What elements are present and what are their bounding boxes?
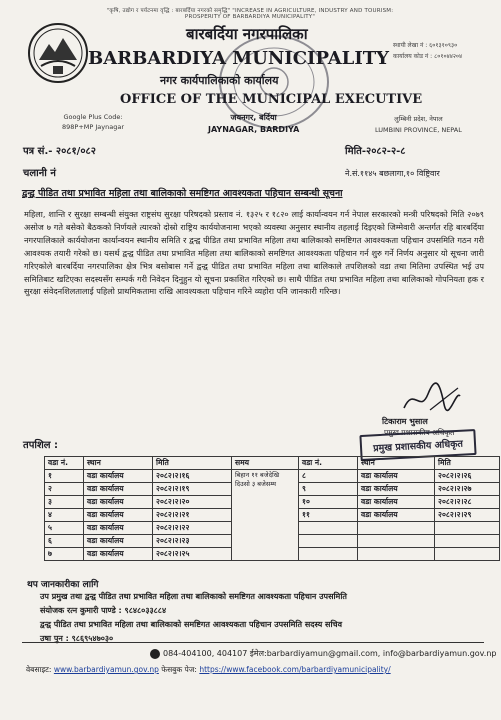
place-cell-2 [358,522,435,535]
contact-line-3: द्वन्द्व पीडित तथा प्रभावित महिला तथा बालिकाको समष्टिगत आवश्यकता पहिचान उपसमिति सदस्य सचिव [40,620,343,629]
ward-cell: ४ [45,509,84,522]
place-cell-2: वडा कार्यालय [358,470,435,483]
ward-cell-2: ८ [299,470,358,483]
date-cell-2: २०८२।२।२८ [435,496,500,509]
place-cell-2: वडा कार्यालय [358,496,435,509]
time-cell: बिहान ११ बजेदेखि दिउसो ३ बजेसम्म [232,470,299,561]
notice-subject: द्वन्द्व पीडित तथा प्रभावित महिला तथा बालिकाको समष्टिगत आवश्यकता पहिचान सम्बन्धी सूचना [22,188,343,199]
designation-stamp: प्रमुख प्रशासकीय अधिकृत [359,429,476,461]
ward-cell: १ [45,470,84,483]
date-cell-2: २०८२।२।२९ [435,509,500,522]
signatory-name: टिकाराम भुसाल [382,417,428,426]
ward-cell-2 [299,548,358,561]
col-date: मिति [153,457,232,470]
place-cell: वडा कार्यालय [84,509,153,522]
province-address: लुम्बिनी प्रदेश, नेपाल LUMBINI PROVINCE, NEPAL [375,115,462,134]
schedule-label: तपशिल : [23,440,59,451]
table-header-row [45,457,500,470]
place-cell: वडा कार्यालय [84,548,153,561]
letter-number: पत्र सं.- २०८१/०८२ [23,146,96,157]
table-row [45,470,500,483]
ward-cell: २ [45,483,84,496]
ward-cell-2 [299,522,358,535]
pan-number: स्थायी लेखा नं : ६०१३१०९३० [393,42,458,49]
place-cell: वडा कार्यालय [84,522,153,535]
ward-cell: ५ [45,522,84,535]
place-cell: वडा कार्यालय [84,470,153,483]
place-cell: वडा कार्यालय [84,483,153,496]
date-cell: २०८२।२।२१ [153,509,232,522]
place-cell-2: वडा कार्यालय [358,483,435,496]
office-name-ne: नगर कार्यपालिकाको कार्यालय [160,74,279,87]
place-cell-2 [358,548,435,561]
ward-cell: ३ [45,496,84,509]
date-cell: २०८२।२।२३ [153,535,232,548]
office-code: कार्यालय कोड नं : ८०१०४४२०४ [393,53,463,60]
date-cell-2 [435,522,500,535]
footer-divider [22,642,484,643]
date-cell-2: २०८२।२।२६ [435,470,500,483]
date-cell-2 [435,548,500,561]
col-place-2: स्थान [358,457,435,470]
col-ward-2: वडा नं. [299,457,358,470]
motto: "कृषि, उद्योग र पर्यटनमा वृद्धि : बारबर्दिया नगरको समृद्धि" "INCREASE IN AGRICULTURE, INDUSTRY AND TOURISM: PROSPERITY OF BARBARDIYA MUNICIPALITY" [106,8,394,20]
place-cell-2 [358,535,435,548]
date-cell: २०८२।२।२० [153,496,232,509]
date-cell: २०८२।२।२५ [153,548,232,561]
letter-date: मिति-२०८२-२-८ [345,146,406,157]
col-place: स्थान [84,457,153,470]
notice-body: महिला, शान्ति र सुरक्षा सम्बन्धी संयुक्त राष्ट्रसंघ सुरक्षा परिषदको प्रस्ताव नं. १३२५ र १८२० लाई कार्यान्वयन गर्न नेपाल सरकारको मन्त्री परिषदको मिति २०७९ असोज ७ गते बसेको बैठकको निर्णयले त्यारको दोस्रो राष्ट्रिय कार्ययोजनामा भएको व्यवस्था अनुसार स्थानीय तहलाई दिइएको जिम्मेवारी अन्तर्गत रहि बारबर्दिया नगरपालिकाले कार्ययोजना कार्यान्वयन स्थानीय समिति र द्वन्द्व पीडित तथा प्रभावित महिला तथा बालिकाको समष्टिगत आवश्यकता पहिचान उपसमिति गठन गरी आवश्यक तयारी गरेको छ। यसर्थ द्वन्द्व पीडित तथा प्रभावित महिला तथा बालिकाको समष्टिगत आवश्यकता पहिचान गर्न शुरु गर्ने निर्णय अनुसार यो सूचना जारी गरिएकोले बारबर्दिया नगरपालिका क्षेत्र भित्र बसोबास गर्ने द्वन्द्व पीडित तथा प्रभावित महिला तथा बालिकाले तपशिलको वडा तथा मितिमा उपस्थित भई उप समितिबाट खटिएका सदस्यसँग सम्पर्क गरी निवेदन दिनुहुन यो सूचना प्रकाशित गरिएको छ। साथै पीडित तथा प्रभावित महिला तथा बालिकाको गोपनियता हक र सुरक्षा संवेदनशिलतालाई पहिलो प्राथमिकतामा राखि आवश्यकता पहिचान गरिने व्यहोरा पनि जानकारी गरिन्छ। [24,209,484,297]
phone-icon [150,649,160,659]
ward-cell: ६ [45,535,84,548]
schedule-table [44,456,500,561]
date-cell: २०८२।२।१९ [153,483,232,496]
footer-contact: 084-404100, 404107 ईमेल:barbardiyamun@gmail.com, info@barbardiyamun.gov.np [150,648,497,659]
contact-heading: थप जानकारीका लागि [27,580,99,590]
facebook-link[interactable]: https://www.facebook.com/barbardiyamunicipality/ [199,665,391,674]
footer-web: वेबसाइट: www.barbardiyamun.gov.np फेसबुक पेज: https://www.facebook.com/barbardiyamunicipality/ [26,665,391,674]
ward-cell-2 [299,535,358,548]
google-plus-code: Google Plus Code: 898P+MP Jaynagar [62,113,124,131]
contact-line-1: उप प्रमुख तथा द्वन्द्व पीडित तथा प्रभावित महिला तथा बालिकाको समष्टिगत आवश्यकता पहिचान उपसमिति [40,592,347,601]
signatory-role: प्रमुख प्रशासकीय अधिकृत [384,428,455,437]
date-cell: २०८२।२।१६ [153,470,232,483]
date-cell-2: २०८२।२।२७ [435,483,500,496]
col-time: समय [232,457,299,470]
reference-right [345,141,440,185]
signature-icon [400,380,464,416]
reference-left [23,141,96,185]
municipal-emblem-icon [27,22,89,84]
contact-line-2: संयोजक रत्न कुमारी पाण्डे : ९८४८०३३८८४ [40,606,167,615]
place-cell-2: वडा कार्यालय [358,509,435,522]
municipality-name-en: BARBARDIYA MUNICIPALITY [88,48,389,69]
nepal-sambat-date: ने.सं.११४५ बछलागा,१० विष्ट्रिवार [345,169,440,178]
contact-info [40,590,490,646]
col-date-2: मिति [435,457,500,470]
municipality-name-ne: बारबर्दिया नगरपालिका [186,25,308,43]
ward-cell-2: ११ [299,509,358,522]
office-codes [393,40,462,62]
place-cell: वडा कार्यालय [84,496,153,509]
col-ward: वडा नं. [45,457,84,470]
office-name-en: OFFICE OF THE MUNICIPAL EXECUTIVE [120,92,423,107]
office-address: जयनगर, बर्दिया JAYNAGAR, BARDIYA [208,113,300,134]
ward-cell: ७ [45,548,84,561]
website-link[interactable]: www.barbardiyamun.gov.np [53,665,159,674]
contact-line-4: उषा पुन : ९८६९५४७०३० [40,634,114,643]
ward-cell-2: ९ [299,483,358,496]
place-cell: वडा कार्यालय [84,535,153,548]
date-cell: २०८२।२।२२ [153,522,232,535]
date-cell-2 [435,535,500,548]
ward-cell-2: १० [299,496,358,509]
dispatch-number: चलानी नं [23,168,56,179]
